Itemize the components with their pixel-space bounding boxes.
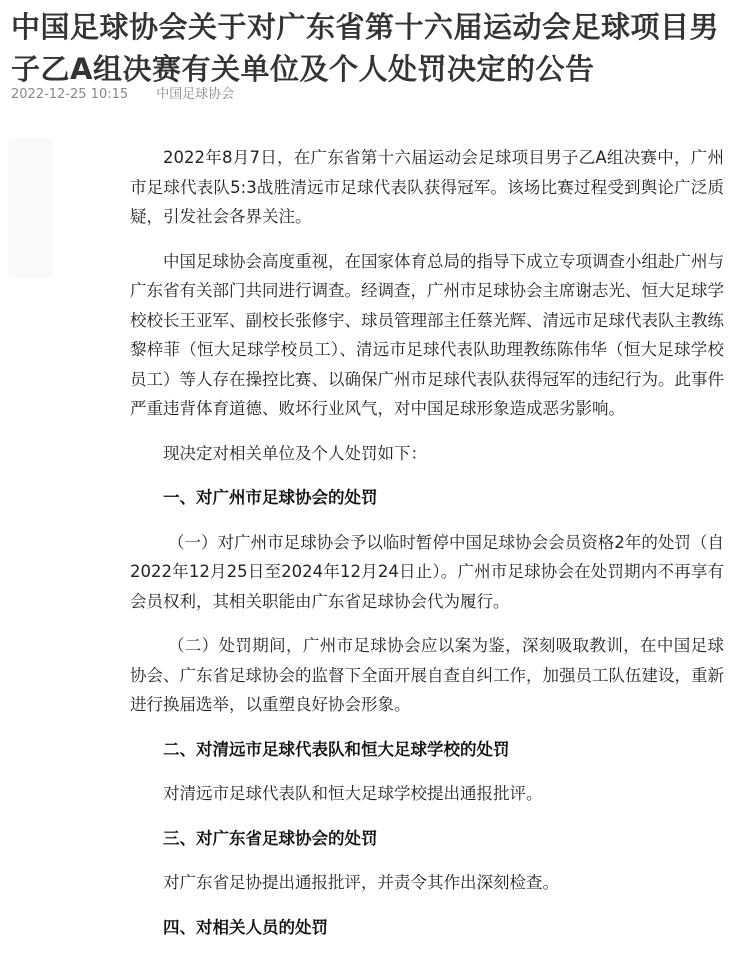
section-heading-4: 四、对相关人员的处罚: [163, 917, 328, 937]
article-source: 中国足球协会: [156, 87, 235, 102]
publish-date: 2022-12-25 10:15: [11, 87, 129, 102]
section-1-item-1: （一）对广州市足球协会予以临时暂停中国足球协会会员资格2年的处罚（自2022年12月25日至2024年12月24日止）。广州市足球协会在处罚期内不再享有会员权利，其相关职能由广东省足球协会代为履行。: [130, 532, 724, 611]
section-3-item-1: 对广东省足协提出通报批评，并责令其作出深刻检查。: [163, 873, 559, 892]
article-body: [130, 143, 724, 957]
article-title: 中国足球协会关于对广东省第十六届运动会足球项目男子乙A组决赛有关单位及个人处罚决定的公告: [11, 10, 720, 86]
section-2-item-1: 对清远市足球代表队和恒大足球学校提出通报批评。: [163, 784, 543, 803]
article-meta: [11, 85, 258, 105]
section-heading-1: 一、对广州市足球协会的处罚: [163, 488, 378, 507]
paragraph-intro: 2022年8月7日，在广东省第十六届运动会足球项目男子乙A组决赛中，广州市足球代表队5:3战胜清远市足球代表队获得冠军。该场比赛过程受到舆论广泛质疑，引发社会各界关注。: [130, 148, 724, 226]
paragraph-investigation: 中国足球协会高度重视，在国家体育总局的指导下成立专项调查小组赴广州与广东省有关部门共同进行调查。经调查，广州市足球协会主席谢志光、恒大足球学校校长王亚军、副校长张修宇、球员管理部主任蔡光辉、清远市足球代表队主教练黎梓菲（恒大足球学校员工）、清远市足球代表队助理教练陈伟华（恒大足球学校员工）等人存在操控比赛、以确保广州市足球代表队获得冠军的违纪行为。此事件严重违背体育道德、败坏行业风气，对中国足球形象造成恶劣影响。: [130, 251, 724, 418]
section-heading-2: 二、对清远市足球代表队和恒大足球学校的处罚: [163, 739, 510, 759]
section-1-item-2: （二）处罚期间，广州市足球协会应以案为鉴，深刻吸取教训，在中国足球协会、广东省足球协会的监督下全面开展自查自纠工作，加强员工队伍建设，重新进行换届选举，以重塑良好协会形象。: [130, 636, 724, 714]
section-heading-3: 三、对广东省足球协会的处罚: [163, 828, 378, 848]
paragraph-decision-intro: 现决定对相关单位及个人处罚如下：: [163, 443, 427, 463]
faded-image-artifact: [8, 138, 53, 278]
